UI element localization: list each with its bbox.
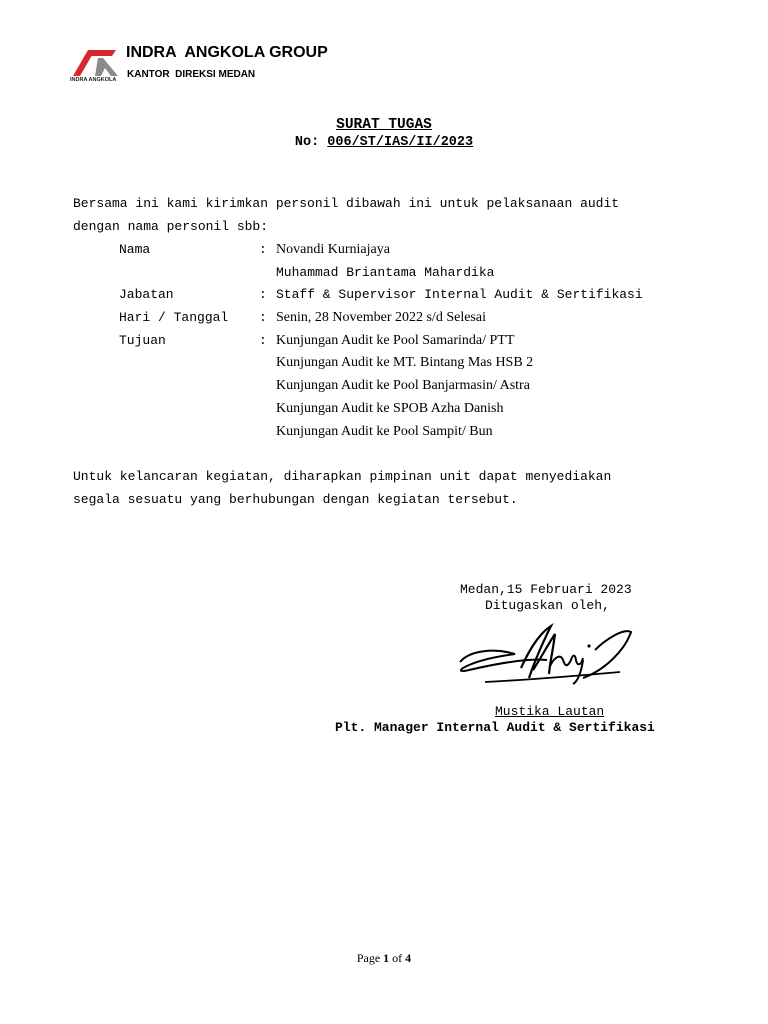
letterhead bbox=[70, 44, 390, 86]
tujuan-colon: : bbox=[259, 333, 267, 348]
handwritten-signature-icon bbox=[455, 620, 640, 690]
office-name: KANTOR DIREKSI MEDAN bbox=[127, 69, 256, 80]
tujuan-value-1: Kunjungan Audit ke Pool Samarinda/ PTT bbox=[276, 333, 515, 348]
document-title: SURAT TUGAS bbox=[336, 117, 432, 133]
tujuan-label: Tujuan bbox=[119, 333, 166, 348]
signature-assigned-by: Ditugaskan oleh, bbox=[485, 598, 610, 613]
document-title-block bbox=[0, 116, 768, 151]
signature-name: Mustika Lautan bbox=[495, 704, 605, 719]
tujuan-value-3: Kunjungan Audit ke Pool Banjarmasin/ Astra bbox=[276, 378, 530, 393]
tanggal-label: Hari / Tanggal bbox=[119, 310, 229, 325]
intro-line-2: dengan nama personil sbb: bbox=[73, 219, 269, 234]
closing-line-2: segala sesuatu yang berhubungan dengan kegiatan tersebut. bbox=[73, 492, 518, 507]
document-number-value: 006/ST/IAS/II/2023 bbox=[327, 135, 474, 150]
jabatan-value: Staff & Supervisor Internal Audit & Sertifikasi bbox=[276, 287, 643, 302]
nama-value-1: Novandi Kurniajaya bbox=[276, 242, 390, 257]
page-footer bbox=[0, 951, 768, 966]
of-word: of bbox=[392, 951, 403, 965]
nama-colon: : bbox=[259, 242, 267, 257]
document-number-prefix: No: bbox=[294, 135, 328, 150]
closing-line-1: Untuk kelancaran kegiatan, diharapkan pimpinan unit dapat menyediakan bbox=[73, 469, 612, 484]
company-name: INDRA ANGKOLA GROUP bbox=[126, 44, 328, 61]
page-total: 4 bbox=[405, 951, 412, 965]
document-number bbox=[0, 134, 768, 151]
signature-block bbox=[330, 580, 690, 740]
tujuan-value-2: Kunjungan Audit ke MT. Bintang Mas HSB 2 bbox=[276, 355, 534, 370]
signature-position: Plt. Manager Internal Audit & Sertifikasi bbox=[335, 720, 655, 735]
tanggal-value: Senin, 28 November 2022 s/d Selesai bbox=[276, 310, 486, 325]
jabatan-colon: : bbox=[259, 287, 267, 302]
page-current: 1 bbox=[383, 951, 390, 965]
page-word: Page bbox=[356, 951, 381, 965]
logo-caption: INDRA ANGKOLA bbox=[70, 77, 117, 83]
nama-label: Nama bbox=[119, 242, 151, 257]
tanggal-colon: : bbox=[259, 310, 267, 325]
intro-line-1: Bersama ini kami kirimkan personil dibawah ini untuk pelaksanaan audit bbox=[73, 196, 620, 211]
jabatan-label: Jabatan bbox=[119, 287, 174, 302]
signature-place-date: Medan,15 Februari 2023 bbox=[460, 582, 632, 597]
tujuan-value-5: Kunjungan Audit ke Pool Sampit/ Bun bbox=[276, 424, 493, 439]
tujuan-value-4: Kunjungan Audit ke SPOB Azha Danish bbox=[276, 401, 504, 416]
nama-value-2: Muhammad Briantama Mahardika bbox=[276, 265, 495, 280]
detail-row-tujuan-5 bbox=[119, 424, 493, 456]
